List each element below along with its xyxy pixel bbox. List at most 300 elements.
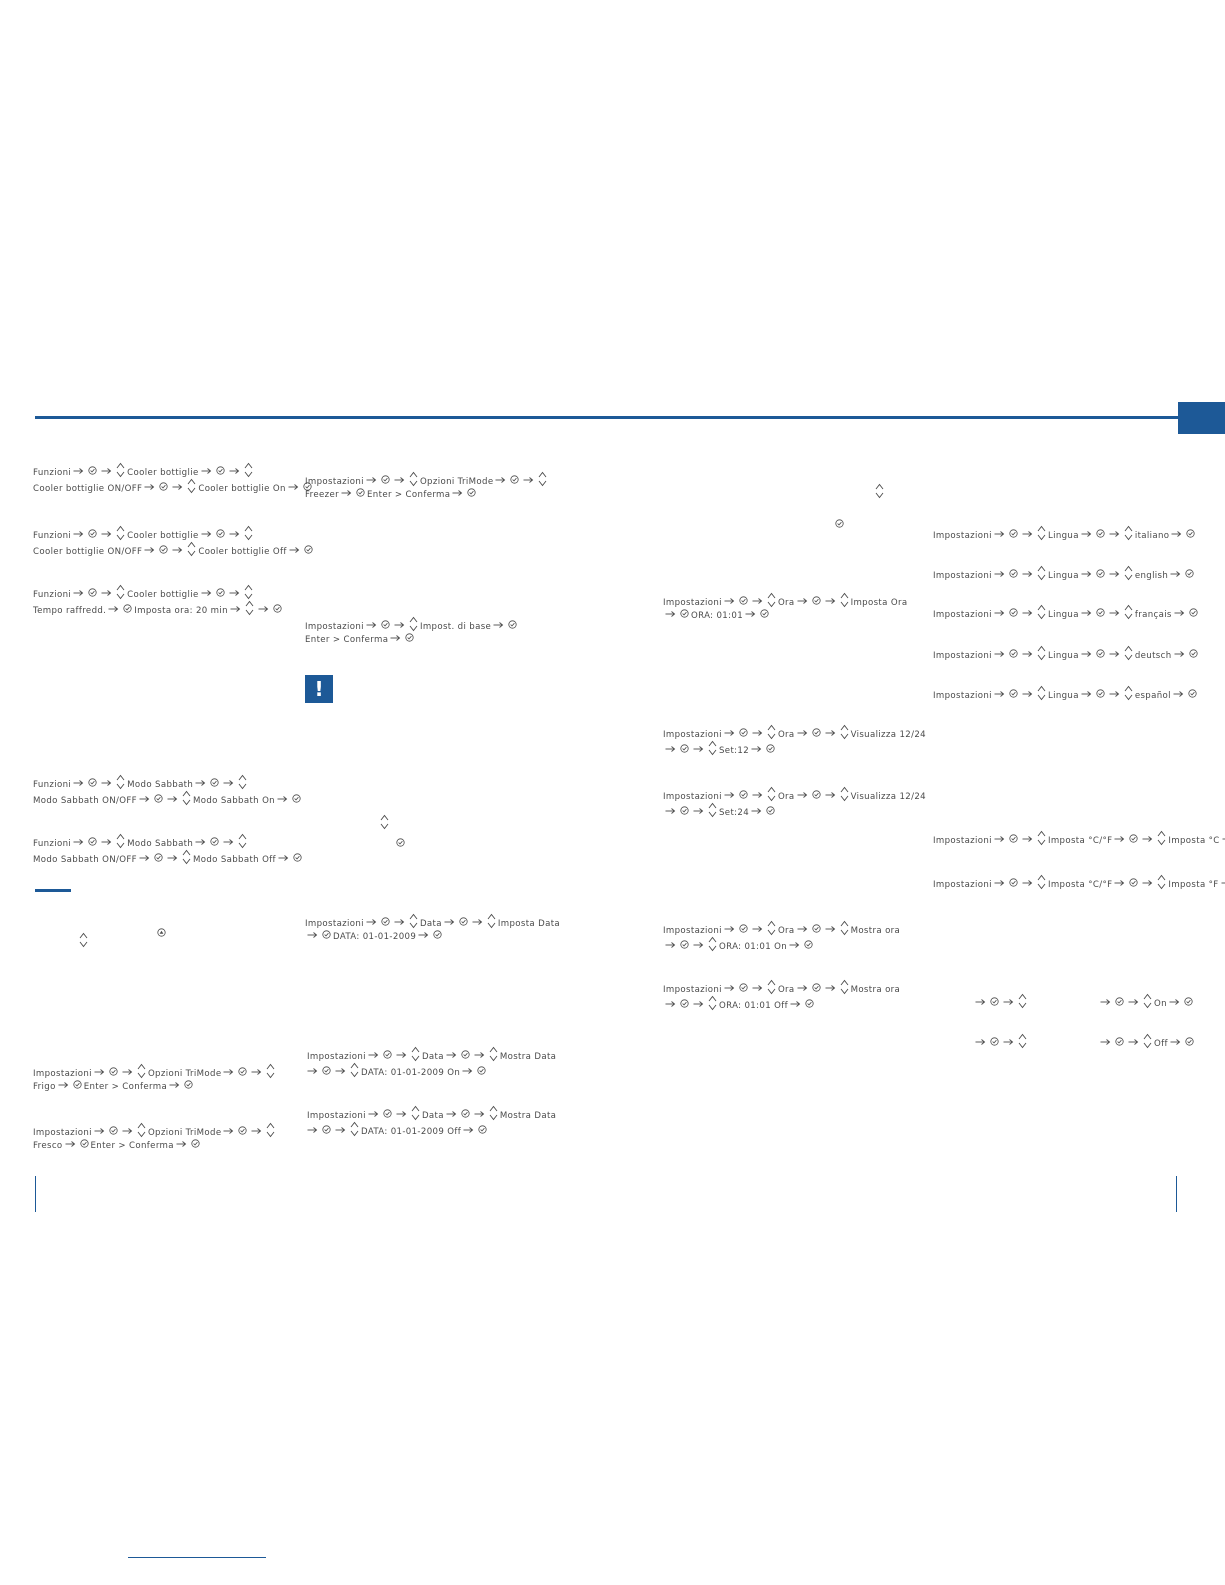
arrow-right-icon — [825, 982, 836, 998]
instruction-line — [663, 740, 777, 762]
up-down-arrows-icon — [538, 471, 547, 493]
check-circle-icon — [159, 481, 168, 497]
instruction-step-label: Impostazioni — [307, 1052, 366, 1062]
chapter-tab — [1178, 402, 1225, 434]
arrow-right-icon — [523, 474, 534, 490]
up-down-arrows-icon — [1143, 1033, 1152, 1055]
instruction-line — [663, 802, 777, 824]
instruction-step-label: Impostazioni — [307, 1111, 366, 1121]
arrow-right-icon — [172, 544, 183, 560]
footer-underline — [128, 1557, 266, 1558]
check-circle-icon — [680, 998, 689, 1014]
arrow-right-icon — [665, 608, 676, 624]
arrow-right-icon — [1109, 568, 1120, 584]
arrow-right-icon — [277, 793, 288, 809]
up-down-arrows-icon — [1124, 604, 1133, 626]
instruction-step-label: On — [1154, 999, 1167, 1009]
check-circle-icon — [477, 1065, 486, 1081]
up-down-arrows-icon — [182, 849, 191, 871]
instruction-step-label: Lingua — [1047, 610, 1079, 620]
check-circle-icon — [812, 727, 821, 743]
arrow-right-icon — [1109, 528, 1120, 544]
arrow-right-icon — [693, 743, 704, 759]
arrow-right-icon — [444, 916, 455, 932]
arrow-right-icon — [139, 793, 150, 809]
instruction-step-label: Data — [421, 1111, 444, 1121]
up-down-arrows-icon — [79, 932, 88, 952]
up-down-arrows-icon — [1157, 874, 1166, 896]
instruction-step-label: Imposta °C/°F — [1047, 836, 1113, 846]
instruction-step-label: Fresco — [33, 1141, 63, 1151]
check-circle-icon — [467, 487, 476, 503]
up-down-arrows-icon — [708, 802, 717, 824]
instruction-step-label: Funzioni — [33, 531, 72, 541]
arrow-right-icon — [975, 996, 986, 1012]
up-down-arrows-icon — [266, 1122, 275, 1144]
arrow-right-icon — [258, 603, 269, 619]
check-circle-icon — [680, 743, 689, 759]
arrow-right-icon — [278, 852, 289, 868]
up-down-arrows-icon — [187, 541, 196, 563]
arrow-right-icon — [144, 481, 155, 497]
check-circle-icon — [238, 1125, 247, 1141]
instruction-step-label: Off — [1154, 1039, 1168, 1049]
instruction-step-label: Cooler bottiglie — [127, 590, 199, 600]
arrow-right-icon — [1100, 1036, 1111, 1052]
instruction-line — [933, 830, 1225, 852]
check-circle-icon — [1129, 877, 1138, 893]
instruction-step-label: ORA: 01:01 On — [719, 942, 787, 952]
instruction-line — [33, 849, 304, 871]
instruction-line — [663, 608, 771, 625]
arrow-right-icon — [144, 544, 155, 560]
arrow-right-icon — [994, 648, 1005, 664]
check-circle-icon — [1188, 688, 1197, 704]
up-down-arrows-icon — [187, 478, 196, 500]
arrow-right-icon — [693, 998, 704, 1014]
arrow-right-icon — [341, 487, 352, 503]
up-down-arrows-icon — [1037, 525, 1046, 547]
check-circle-icon — [812, 789, 821, 805]
check-circle-icon — [766, 805, 775, 821]
check-circle-icon — [1185, 1036, 1194, 1052]
instruction-line — [1098, 993, 1195, 1015]
check-circle-icon — [304, 544, 313, 560]
arrow-right-icon — [693, 805, 704, 821]
check-circle-icon — [1129, 833, 1138, 849]
arrow-right-icon — [825, 595, 836, 611]
check-circle-icon — [510, 474, 519, 490]
instruction-step-label: Imposta °C/°F — [1047, 880, 1113, 890]
instruction-step-label: Opzioni TriMode — [147, 1069, 222, 1079]
arrow-right-icon — [251, 1125, 262, 1141]
arrow-right-icon — [1100, 996, 1111, 1012]
instruction-step-label: Modo Sabbath On — [192, 796, 275, 806]
arrow-right-icon — [1022, 877, 1033, 893]
check-circle-icon — [804, 939, 813, 955]
instruction-step-label: Funzioni — [33, 468, 72, 478]
instruction-step-label: Impost. di base — [419, 622, 492, 632]
arrow-right-icon — [825, 923, 836, 939]
check-circle-icon — [396, 832, 405, 851]
instruction-step-label: ORA: 01:01 — [691, 611, 744, 621]
arrow-right-icon — [223, 1066, 234, 1082]
arrow-right-icon — [251, 1066, 262, 1082]
instruction-step-label: Impostazioni — [33, 1128, 92, 1138]
check-circle-icon — [1096, 528, 1105, 544]
instruction-step-label: Imposta Ora — [850, 598, 908, 608]
up-down-arrows-icon — [1124, 565, 1133, 587]
check-circle-icon — [1009, 877, 1018, 893]
instruction-step-label: Enter > Conferma — [83, 1082, 168, 1092]
warning-icon: ! — [305, 675, 333, 703]
up-down-arrows-icon — [182, 790, 191, 812]
instruction-line — [33, 600, 284, 622]
instruction-step-label: Lingua — [1047, 531, 1079, 541]
check-circle-icon — [80, 1138, 89, 1154]
instruction-step-label: Cooler bottiglie — [127, 468, 199, 478]
up-down-arrows-icon — [840, 920, 849, 942]
arrow-right-icon — [1022, 607, 1033, 623]
check-circle-icon — [1009, 568, 1018, 584]
instruction-step-label: Impostazioni — [33, 1069, 92, 1079]
arrow-right-icon — [493, 619, 504, 635]
check-circle-icon — [1186, 528, 1195, 544]
check-circle-icon — [680, 608, 689, 624]
arrow-right-icon — [825, 789, 836, 805]
instruction-step-label: DATA: 01-01-2009 Off — [361, 1127, 462, 1137]
check-circle-icon — [478, 1124, 487, 1140]
instruction-step-label: Lingua — [1047, 651, 1079, 661]
instruction-step-label: Funzioni — [33, 839, 72, 849]
instruction-step-label: Cooler bottiglie ON/OFF — [33, 484, 143, 494]
check-circle-icon — [1096, 607, 1105, 623]
check-circle-icon — [766, 743, 775, 759]
arrow-right-icon — [139, 852, 150, 868]
instruction-step-label: Ora — [777, 730, 795, 740]
instruction-step-label: Set:24 — [719, 808, 750, 818]
arrow-right-icon — [693, 939, 704, 955]
arrow-right-icon — [994, 833, 1005, 849]
check-circle-icon — [990, 1036, 999, 1052]
instruction-step-label: Impostazioni — [933, 651, 992, 661]
instruction-line — [933, 525, 1197, 547]
instruction-step-label: italiano — [1134, 531, 1170, 541]
check-circle-icon — [154, 852, 163, 868]
instruction-step-label: Impostazioni — [305, 477, 364, 487]
arrow-right-icon — [1081, 568, 1092, 584]
arrow-right-icon — [1169, 996, 1180, 1012]
up-down-arrows-icon — [266, 1063, 275, 1085]
arrow-right-icon — [797, 595, 808, 611]
instruction-step-label: Set:12 — [719, 746, 750, 756]
instruction-step-label: Cooler bottiglie Off — [198, 547, 287, 557]
arrow-right-icon — [665, 743, 676, 759]
up-down-arrows-icon — [840, 724, 849, 746]
instruction-line — [33, 1138, 202, 1155]
check-circle-icon — [1009, 607, 1018, 623]
arrow-right-icon — [1109, 607, 1120, 623]
check-circle-icon — [1189, 607, 1198, 623]
section-marker — [35, 889, 71, 892]
arrow-right-icon — [1142, 833, 1153, 849]
check-circle-icon — [1189, 648, 1198, 664]
footer-rule-left — [35, 1176, 36, 1212]
check-circle-icon — [805, 998, 814, 1014]
arrow-right-icon — [289, 544, 300, 560]
instruction-step-label: Modo Sabbath — [127, 780, 194, 790]
instruction-line — [33, 541, 315, 563]
arrow-right-icon — [288, 481, 299, 497]
instruction-step-label: Modo Sabbath Off — [192, 855, 276, 865]
up-down-arrows-icon — [1157, 830, 1166, 852]
instruction-line — [933, 604, 1200, 626]
up-down-arrows-icon — [708, 936, 717, 958]
instruction-step-label: Cooler bottiglie ON/OFF — [33, 547, 143, 557]
up-down-arrows-icon — [1037, 685, 1046, 707]
instruction-line — [973, 1033, 1029, 1055]
instruction-line — [305, 929, 444, 946]
instruction-step-label: Imposta Data — [497, 919, 561, 929]
arrow-right-icon — [58, 1079, 69, 1095]
arrow-right-icon — [1022, 568, 1033, 584]
instruction-step-label: Lingua — [1047, 691, 1079, 701]
arrow-right-icon — [1170, 568, 1181, 584]
instruction-line — [33, 478, 314, 500]
up-down-arrows-icon — [1124, 645, 1133, 667]
check-circle-icon — [322, 1124, 331, 1140]
arrow-right-icon — [1003, 1036, 1014, 1052]
footer-rule-right — [1176, 1176, 1177, 1212]
instruction-step-label: Visualizza 12/24 — [850, 730, 926, 740]
arrow-right-icon — [307, 1124, 318, 1140]
check-circle-icon — [356, 487, 365, 503]
check-circle-icon — [1096, 648, 1105, 664]
instruction-step-label: Modo Sabbath ON/OFF — [33, 855, 137, 865]
instruction-step-label: Modo Sabbath ON/OFF — [33, 796, 137, 806]
check-circle-icon — [1096, 688, 1105, 704]
arrow-right-icon — [462, 1065, 473, 1081]
arrow-right-icon — [335, 1065, 346, 1081]
instruction-line — [663, 995, 816, 1017]
instruction-step-label: Funzioni — [33, 780, 72, 790]
up-arrow-icon — [157, 922, 166, 941]
instruction-step-label: Impostazioni — [663, 598, 722, 608]
instruction-step-label: Impostazioni — [933, 571, 992, 581]
instruction-line — [305, 487, 478, 504]
arrow-right-icon — [797, 727, 808, 743]
check-circle-icon — [184, 1079, 193, 1095]
up-down-arrows-icon — [350, 1121, 359, 1143]
up-down-arrows-icon — [1037, 830, 1046, 852]
arrow-right-icon — [1222, 833, 1225, 849]
arrow-right-icon — [751, 805, 762, 821]
instruction-step-label: deutsch — [1134, 651, 1172, 661]
instruction-step-label: Mostra ora — [850, 926, 901, 936]
instruction-step-label: Data — [419, 919, 442, 929]
instruction-step-label: Cooler bottiglie On — [198, 484, 286, 494]
arrow-right-icon — [1174, 607, 1185, 623]
arrow-right-icon — [1109, 688, 1120, 704]
arrow-right-icon — [1114, 833, 1125, 849]
up-down-arrows-icon — [840, 786, 849, 808]
instruction-step-label: Impostazioni — [305, 919, 364, 929]
check-circle-icon — [680, 939, 689, 955]
check-circle-icon — [273, 603, 282, 619]
instruction-line — [33, 790, 303, 812]
instruction-step-label: Frigo — [33, 1082, 56, 1092]
up-down-arrows-icon — [840, 979, 849, 1001]
arrow-right-icon — [1171, 528, 1182, 544]
up-down-arrows-icon — [380, 814, 389, 834]
arrow-right-icon — [176, 1138, 187, 1154]
instruction-step-label: english — [1134, 571, 1169, 581]
instruction-step-label: Impostazioni — [933, 531, 992, 541]
check-circle-icon — [760, 608, 769, 624]
instruction-line — [973, 993, 1029, 1015]
arrow-right-icon — [1173, 688, 1184, 704]
arrow-right-icon — [994, 877, 1005, 893]
check-circle-icon — [1009, 833, 1018, 849]
check-circle-icon — [433, 929, 442, 945]
instruction-step-label: DATA: 01-01-2009 On — [361, 1068, 461, 1078]
instruction-step-label: Enter > Conferma — [367, 490, 451, 500]
instruction-step-label: Impostazioni — [663, 792, 722, 802]
arrow-right-icon — [390, 632, 401, 648]
arrow-right-icon — [65, 1138, 76, 1154]
arrow-right-icon — [463, 1124, 474, 1140]
check-circle-icon — [123, 603, 132, 619]
arrow-right-icon — [472, 916, 483, 932]
instruction-step-label: Imposta °F — [1168, 880, 1219, 890]
instruction-step-label: Data — [421, 1052, 444, 1062]
arrow-right-icon — [790, 998, 801, 1014]
up-down-arrows-icon — [708, 995, 717, 1017]
check-circle-icon — [1009, 688, 1018, 704]
up-down-arrows-icon — [1018, 993, 1027, 1015]
up-down-arrows-icon — [1037, 604, 1046, 626]
up-down-arrows-icon — [350, 1062, 359, 1084]
up-down-arrows-icon — [487, 913, 496, 935]
arrow-right-icon — [167, 852, 178, 868]
up-down-arrows-icon — [1124, 685, 1133, 707]
up-down-arrows-icon — [1143, 993, 1152, 1015]
arrow-right-icon — [1003, 996, 1014, 1012]
instruction-step-label: Enter > Conferma — [90, 1141, 174, 1151]
up-down-arrows-icon — [875, 483, 884, 503]
instruction-step-label: Impostazioni — [933, 836, 992, 846]
check-circle-icon — [1115, 996, 1124, 1012]
arrow-right-icon — [1114, 877, 1125, 893]
instruction-line — [1098, 1033, 1196, 1055]
arrow-right-icon — [665, 998, 676, 1014]
check-circle-icon — [322, 1065, 331, 1081]
arrow-right-icon — [994, 528, 1005, 544]
up-down-arrows-icon — [1018, 1033, 1027, 1055]
instruction-step-label: Impostazioni — [933, 691, 992, 701]
arrow-right-icon — [230, 603, 241, 619]
instruction-step-label: Imposta °C — [1168, 836, 1220, 846]
check-circle-icon — [293, 852, 302, 868]
instruction-line — [305, 632, 416, 649]
arrow-right-icon — [167, 793, 178, 809]
arrow-right-icon — [1081, 607, 1092, 623]
check-circle-icon — [73, 1079, 82, 1095]
arrow-right-icon — [994, 607, 1005, 623]
up-down-arrows-icon — [840, 592, 849, 614]
instruction-step-label: Opzioni TriMode — [147, 1128, 222, 1138]
check-circle-icon — [238, 1066, 247, 1082]
check-circle-icon — [191, 1138, 200, 1154]
check-circle-icon — [1115, 1036, 1124, 1052]
check-circle-icon — [1009, 528, 1018, 544]
instruction-step-label: Ora — [777, 985, 795, 995]
instruction-step-label: Mostra Data — [499, 1052, 557, 1062]
arrow-right-icon — [665, 939, 676, 955]
instruction-step-label: Mostra ora — [850, 985, 901, 995]
check-circle-icon — [159, 544, 168, 560]
check-circle-icon — [322, 929, 331, 945]
instruction-line — [933, 565, 1196, 587]
instruction-step-label: Mostra Data — [499, 1111, 557, 1121]
arrow-right-icon — [789, 939, 800, 955]
arrow-right-icon — [1109, 648, 1120, 664]
instruction-line — [663, 936, 815, 958]
check-circle-icon — [1096, 568, 1105, 584]
header-rule — [35, 416, 1178, 419]
check-circle-icon — [835, 513, 844, 532]
check-circle-icon — [1184, 996, 1193, 1012]
arrow-right-icon — [1142, 877, 1153, 893]
check-circle-icon — [1185, 568, 1194, 584]
arrow-right-icon — [307, 929, 318, 945]
instruction-step-label: Ora — [777, 598, 795, 608]
check-circle-icon — [812, 595, 821, 611]
instruction-line — [933, 685, 1199, 707]
arrow-right-icon — [994, 568, 1005, 584]
arrow-right-icon — [1221, 877, 1225, 893]
instruction-line — [305, 1062, 488, 1084]
arrow-right-icon — [975, 1036, 986, 1052]
arrow-right-icon — [994, 688, 1005, 704]
instruction-step-label: Impostazioni — [663, 926, 722, 936]
check-circle-icon — [459, 916, 468, 932]
instruction-line — [305, 1121, 489, 1143]
arrow-right-icon — [1081, 528, 1092, 544]
instruction-step-label: Cooler bottiglie — [127, 531, 199, 541]
instruction-step-label: Freezer — [305, 490, 340, 500]
instruction-step-label: Lingua — [1047, 571, 1079, 581]
arrow-right-icon — [1081, 648, 1092, 664]
instruction-step-label: Ora — [777, 926, 795, 936]
instruction-step-label: Modo Sabbath — [127, 839, 194, 849]
arrow-right-icon — [1022, 648, 1033, 664]
instruction-line — [933, 645, 1200, 667]
check-circle-icon — [154, 793, 163, 809]
instruction-step-label: Impostazioni — [305, 622, 364, 632]
up-down-arrows-icon — [489, 1046, 498, 1068]
arrow-right-icon — [452, 487, 463, 503]
instruction-step-label: Impostazioni — [933, 880, 992, 890]
arrow-right-icon — [797, 789, 808, 805]
arrow-right-icon — [1022, 833, 1033, 849]
arrow-right-icon — [1022, 688, 1033, 704]
instruction-step-label: Impostazioni — [663, 730, 722, 740]
arrow-right-icon — [1174, 648, 1185, 664]
check-circle-icon — [1009, 648, 1018, 664]
arrow-right-icon — [172, 481, 183, 497]
instruction-step-label: ORA: 01:01 Off — [719, 1001, 788, 1011]
